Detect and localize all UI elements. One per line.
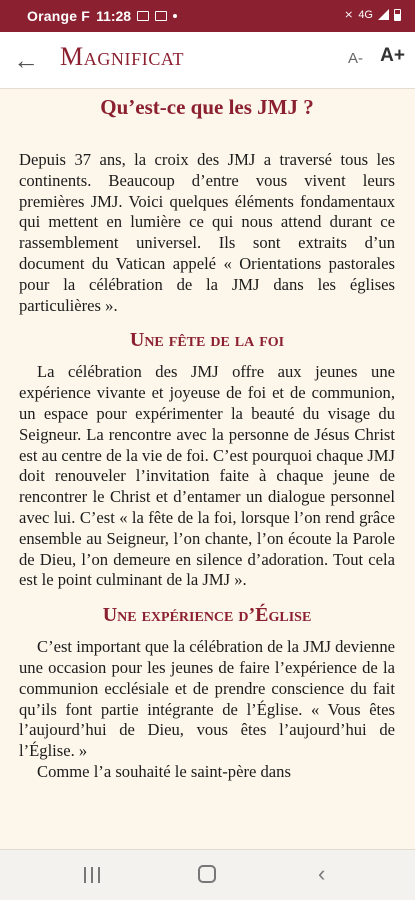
battery-icon <box>394 9 401 21</box>
app-bar <box>0 32 415 89</box>
notification-dot-icon <box>173 14 177 18</box>
gallery-icon <box>137 11 149 21</box>
system-nav-bar <box>0 849 415 900</box>
recent-apps-button[interactable] <box>84 867 100 883</box>
section-heading-fete-de-la-foi: Une fête de la foi <box>129 329 285 352</box>
section-heading-experience-eglise: Une expérience d’Église <box>102 604 312 627</box>
article-title: Qu’est-ce que les JMJ ? <box>100 95 314 119</box>
font-increase-button[interactable]: A+ <box>380 45 405 66</box>
section-paragraph: La célébration des JMJ offre aux jeunes une expérience vivante et joyeuse de foi et de communion, un espace pour expérimenter la beauté du visage du Seigneur. La rencontre avec la personne de Jésus Christ est au centre de la vie de foi. C’est pourquoi chaque JMJ doit renouveler l’invitation faite à chaque jeune de rencontrer le Christ et d’entamer un dialogue personnel avec lui. C’est « la fête de la foi, lorsque l’on rend grâce ensemble au Seigneur, l’on chante, l’on écoute la Parole de Dieu, l’on demeure en silence d’adoration. Tout cela est le point culminant de la JMJ ». <box>19 362 396 590</box>
mute-icon: ⨯ <box>344 9 354 21</box>
status-left <box>27 8 177 24</box>
status-time: 11:28 <box>96 8 132 24</box>
carrier-name: Orange F <box>27 8 91 24</box>
signal-icon <box>378 9 389 20</box>
section-paragraph: C’est important que la célébration de la JMJ devienne une occasion pour les jeunes de faire l’expérience de la communion ecclésiale et de prendre conscience du fait qu’ils font partie intégrante de l’Église. « Vous êtes l’aujourd’hui de Dieu, vous êtes l’aujourd’hui de l’Église. » <box>19 637 395 761</box>
photo-icon <box>155 11 167 21</box>
app-logo: Magnificat <box>60 42 185 71</box>
network-label: 4G <box>358 8 373 21</box>
font-decrease-button[interactable]: A- <box>348 50 363 67</box>
article-content <box>19 88 395 783</box>
home-button[interactable] <box>198 865 216 883</box>
intro-paragraph: Depuis 37 ans, la croix des JMJ a traversé tous les continents. Beaucoup d’entre vous vivent leurs premières JMJ. Voici quelques éléments fondamentaux qui mettent en lumière ce qui nous attend durant ce rassemblement universel. Ils sont extraits d’un document du Vatican appelé « Orientations pastorales pour la célébration de la JMJ dans les églises particulières ». <box>19 150 395 315</box>
arrow-left-icon: ← <box>13 44 39 75</box>
nav-back-button[interactable]: ‹ <box>318 861 326 886</box>
status-bar <box>0 0 415 32</box>
section-paragraph-continued: Comme l’a souhaité le saint-père dans <box>37 761 291 781</box>
back-button[interactable] <box>10 44 42 76</box>
status-right <box>344 8 401 21</box>
